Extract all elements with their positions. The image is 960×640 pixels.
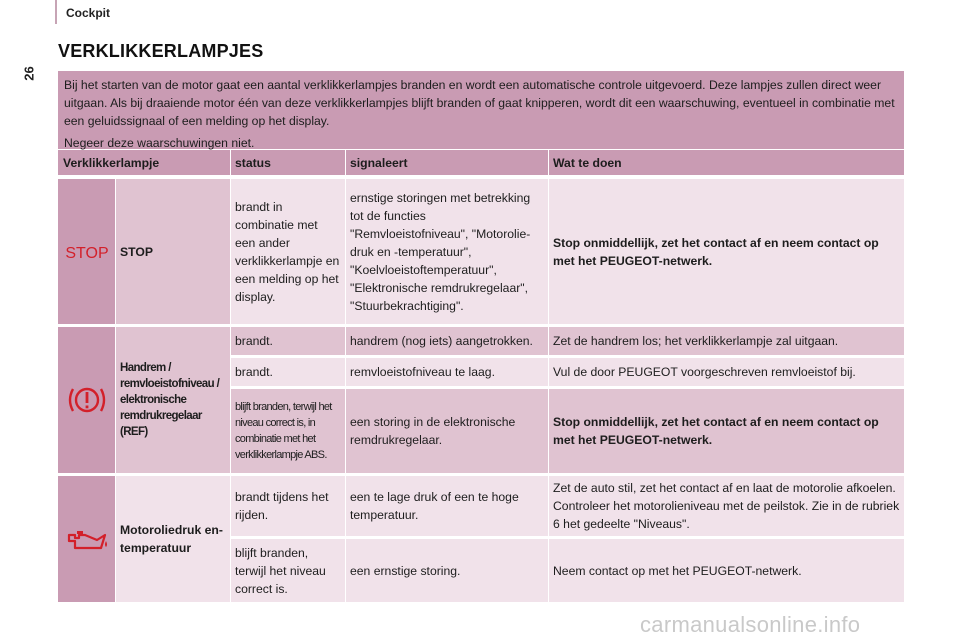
brake-row3-status: blijft branden, terwijl het niveau correct is, in combinatie met het verklikkerlampje ABS. <box>231 389 345 473</box>
oil-can-icon <box>58 476 115 602</box>
oil-row1-status: brandt tijdens het rijden. <box>231 476 345 536</box>
oil-row1-action: Zet de auto stil, zet het contact af en laat de motorolie afkoelen. Controleer het motorolieniveau met de peilstok. Zie in de rubriek 6 het gedeelte "Niveaus". <box>549 476 904 536</box>
oil-row2-signal: een ernstige storing. <box>346 539 548 602</box>
header-cell-light: Verklikkerlampje <box>58 150 230 175</box>
brake-row3-action: Stop onmiddellijk, zet het contact af en neem contact op met het PEUGEOT-netwerk. <box>549 389 904 473</box>
intro-warning: Negeer deze waarschuwingen niet. <box>64 136 255 150</box>
brake-row3-signal: een storing in de elektronische remdrukregelaar. <box>346 389 548 473</box>
brake-warning-icon <box>58 327 115 473</box>
section-name: Cockpit <box>66 6 111 20</box>
oil-row2-status: blijft branden, terwijl het niveau correct is. <box>231 539 345 602</box>
watermark: carmanualsonline.info <box>640 612 861 637</box>
oil-row1-signal: een te lage druk of een te hoge temperatuur. <box>346 476 548 536</box>
intro-box <box>58 71 904 149</box>
stop-action: Stop onmiddellijk, zet het contact af en neem contact op met het PEUGEOT-netwerk. <box>549 179 904 324</box>
oil-icon-cell <box>58 476 115 602</box>
brake-row2-status: brandt. <box>231 358 345 386</box>
brake-row1-status: brandt. <box>231 327 345 355</box>
stop-icon-text: STOP <box>64 244 109 262</box>
header-cell-action: Wat te doen <box>549 150 904 175</box>
brake-row2-signal: remvloeistofniveau te laag. <box>346 358 548 386</box>
stop-status: brandt in combinatie met een ander verklikkerlampje en een melding op het display. <box>231 179 345 324</box>
stop-name: STOP <box>116 179 230 324</box>
brake-row1-action: Zet de handrem los; het verklikkerlampje zal uitgaan. <box>549 327 904 355</box>
brake-row2-action: Vul de door PEUGEOT voorgeschreven remvloeistof bij. <box>549 358 904 386</box>
stop-warning-icon <box>58 179 115 324</box>
side-rule <box>55 0 57 24</box>
brake-icon-cell <box>58 327 115 473</box>
oil-name: Motoroliedruk en-temperatuur <box>116 476 230 602</box>
header-cell-status: status <box>231 150 345 175</box>
brake-name: Handrem / remvloeistofniveau / elektronische remdrukregelaar (REF) <box>116 327 230 473</box>
brake-row1-signal: handrem (nog iets) aangetrokken. <box>346 327 548 355</box>
page-number: 26 <box>21 66 37 81</box>
stop-icon-cell <box>58 179 115 324</box>
page-title: VERKLIKKERLAMPJES <box>58 41 264 61</box>
oil-row2-action: Neem contact op met het PEUGEOT-netwerk. <box>549 539 904 602</box>
stop-signal: ernstige storingen met betrekking tot de functies "Remvloeistofniveau", "Motoroliedruk en -temperatuur", "Koelvloeistoftemperatuur", "Elektronische remdrukregelaar", "Stuurbekrachtiging". <box>346 179 548 324</box>
header-cell-signal: signaleert <box>346 150 548 175</box>
intro-paragraph: Bij het starten van de motor gaat een aantal verklikkerlampjes branden en wordt een automatische controle uitgevoerd. Deze lampjes zullen direct weer uitgaan. Als bij draaiende motor één van deze verklikkerlampjes blijft branden of gaat knipperen, wordt dit een waarschuwing, eventueel in combinatie met een geluidssignaal of een melding op het display. <box>64 78 895 128</box>
